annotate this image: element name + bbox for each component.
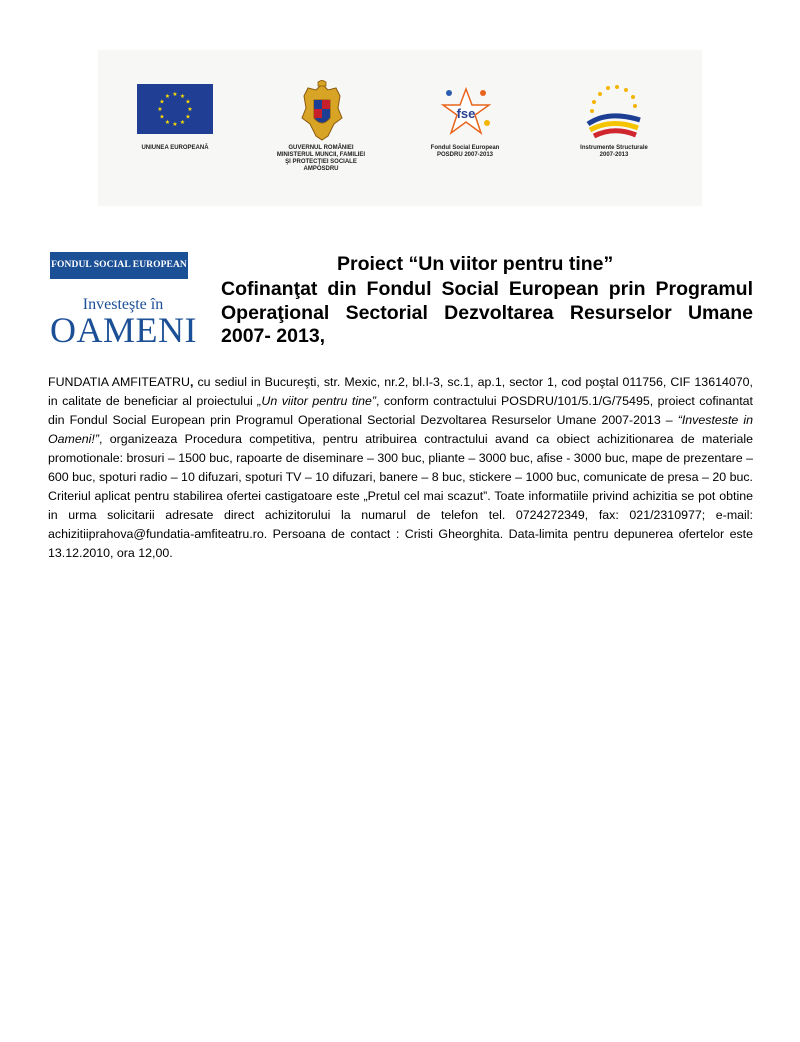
paragraph-part-1: cu sediul in Bucureşti, str. Mexic, nr.2, bl.I-3, sc.1, ap.1, sector 1, cod poştal 011756, CIF 13614070, in calitate de beneficiar al proiectului	[48, 375, 753, 408]
announcement-paragraph	[48, 373, 753, 563]
eu-star-icon: ★	[164, 120, 171, 126]
fse-logo-icon	[437, 83, 495, 141]
project-name-quote: „Un viitor pentru tine”	[257, 394, 377, 408]
eu-caption: UNIUNEA EUROPEANĂ	[141, 145, 209, 151]
project-title: Proiect “Un viitor pentru tine”	[337, 253, 614, 275]
romania-coat-of-arms-icon	[298, 80, 346, 142]
oameni-logo-text: OAMENI	[50, 310, 197, 350]
eu-star-icon: ★	[179, 120, 186, 126]
eu-star-icon: ★	[164, 94, 171, 100]
fse-caption: Fondul Social European POSDRU 2007-2013	[430, 145, 500, 158]
eu-star-icon: ★	[179, 94, 186, 100]
eu-flag-icon	[137, 84, 213, 134]
eu-star-icon: ★	[185, 99, 191, 106]
eu-star-icon: ★	[187, 107, 193, 113]
organization-name: FUNDATIA AMFITEATRU	[48, 375, 190, 389]
fse-banner: FONDUL SOCIAL EUROPEAN	[50, 252, 188, 279]
slogan-quote: “Investeste in Oameni!”	[48, 413, 753, 446]
fse-logo-text: fse	[456, 106, 476, 121]
paragraph-part-3: , organizeaza Procedura competitiva, pentru atribuirea contractului avand ca obiect achizitionarea de materiale promotionale: brosuri – 1500 buc, rapoarte de diseminare – 300 buc, pliante – 3000 buc, afise - 3000 buc, mape de prezentare – 600 buc, spoturi radio – 10 difuzari, spoturi TV – 10 difuzari, banere – 8 buc, stickere – 1000 buc, comunicate de presa – 20 buc. Criteriul aplicat pentru stabilirea ofertei castigatoare este „Pretul cel mai scazut”. Toate informatiile privind achizitia se pot obtine in urma solicitarii adresate direct achizitorului la numarul de telefon tel. 0724272349, fax: 021/2310977; e-mail: achizitiiprahova@fundatia-amfiteatru.ro. Persoana de contact : Cristi Gheorghita. Data-limita pentru depunerea ofertelor este 13.12.2010, ora 12,00.	[48, 432, 753, 560]
government-caption: GUVERNUL ROMÂNIEI MINISTERUL MUNCII, FAMILIEI ŞI PROTECŢIEI SOCIALE AMPOSDRU	[276, 145, 366, 172]
eu-star-icon: ★	[157, 107, 163, 113]
instrumente-structurale-logo-icon	[578, 80, 648, 140]
instrumente-structurale-caption: Instrumente Structurale 2007-2013	[580, 145, 648, 158]
project-subtitle: Cofinanţat din Fondul Social European prin Programul Operaţional Sectorial Dezvoltarea Resurselor Umane 2007- 2013,	[221, 278, 753, 347]
paragraph-part-2: , conform contractului POSDRU/101/5.1/G/75495, proiect cofinantat din Fondul Social European prin Programul Operational Sectorial Dezvoltarea Resurselor Umane 2007-2013 –	[48, 394, 753, 427]
eu-star-icon: ★	[172, 92, 178, 98]
eu-star-icon: ★	[172, 122, 178, 128]
org-comma: ,	[189, 375, 194, 389]
eu-star-icon: ★	[185, 114, 191, 121]
eu-star-icon: ★	[159, 99, 165, 106]
investeste-tagline: Investeşte în	[82, 296, 164, 313]
eu-star-icon: ★	[159, 114, 165, 121]
